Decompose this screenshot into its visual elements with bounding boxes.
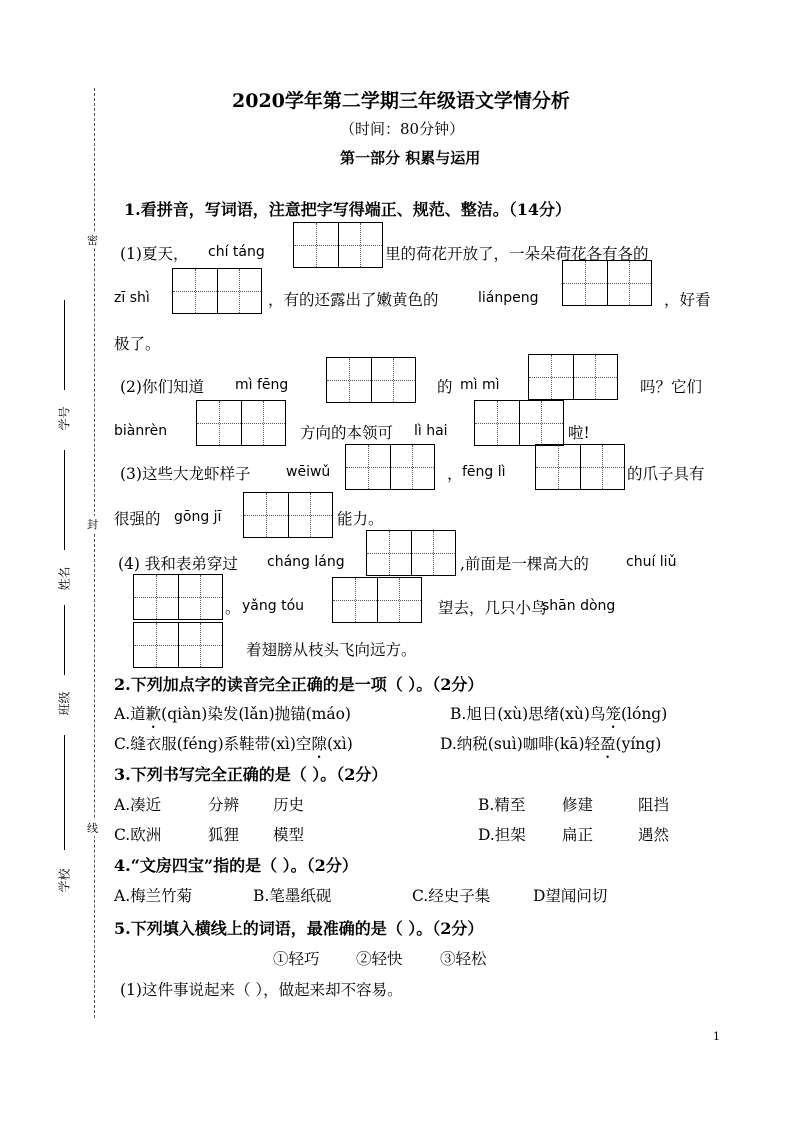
q2-heading: 2.下列加点字的读音完全正确的是一项（ ）。（2分） (114, 675, 484, 694)
q2-a-text: A.道 (114, 705, 146, 723)
q5-option-2: ②轻快 (356, 950, 403, 968)
pinyin-mimi: mì mì (460, 377, 500, 393)
pinyin-bianren: biànrèn (114, 423, 168, 439)
q4-option-d[interactable]: D望闻问切 (533, 887, 608, 905)
part-title: 第一部分 积累与运用 (340, 149, 481, 167)
class-label: 班级 (57, 691, 72, 716)
q4-option-a[interactable]: A.梅兰竹菊 (114, 887, 193, 905)
q2-d-text: (yíng) (615, 735, 662, 753)
q4-option-b[interactable]: B.笔墨纸砚 (253, 887, 332, 905)
pinyin-shandong: shān dòng (542, 598, 616, 614)
seal-char-xian: 线 (87, 822, 98, 835)
pinyin-chitang: chí táng (208, 244, 265, 260)
exam-time: （时间：80分钟） (340, 120, 465, 138)
student-id-line (64, 300, 65, 390)
q1-text: (1)夏天， (120, 245, 189, 263)
seal-dashed-line (94, 88, 95, 1018)
q2-b-text: (lóng) (620, 705, 668, 723)
q2-a-dotted: 歉 (145, 705, 162, 723)
name-label: 姓名 (57, 566, 72, 591)
q5-option-3: ③轻松 (440, 950, 487, 968)
q2-option-c[interactable] (114, 732, 353, 762)
q1-text: 着翅膀从枝头飞向远方。 (246, 641, 417, 659)
writing-grid-zishi[interactable] (172, 268, 262, 314)
q1-text: 很强的 (114, 510, 161, 528)
pinyin-changlang: cháng láng (267, 554, 345, 570)
q1-text: ，好看 (664, 291, 711, 309)
q3-option-a[interactable]: A.凑近 (114, 796, 162, 814)
q1-text: 。 (225, 599, 241, 617)
pinyin-weiwu: wēiwǔ (286, 464, 331, 480)
q1-text: (2)你们知道 (120, 378, 204, 396)
q4-option-c[interactable]: C.经史子集 (412, 887, 491, 905)
q1-text: 里的荷花开放了，一朵朵荷花各有各的 (385, 245, 649, 263)
school-label: 学校 (57, 868, 72, 893)
page-title: 2020学年第二学期三年级语文学情分析 (232, 90, 570, 112)
q1-text: 的 (437, 378, 453, 396)
writing-grid-shandong[interactable] (133, 622, 223, 668)
pinyin-chuiliu: chuí liǔ (626, 554, 677, 570)
q3-a-word: 分辨 (208, 796, 240, 814)
q3-d-word: 扁正 (562, 826, 594, 844)
q2-b-text: B.旭日(xù)思绪(xù)鸟 (450, 705, 606, 723)
writing-grid-yangtou[interactable] (332, 577, 422, 623)
q5-heading: 5.下列填入横线上的词语，最准确的是（ ）。（2分） (114, 919, 484, 938)
q5-option-1: ①轻巧 (273, 950, 320, 968)
writing-grid-mifeng[interactable] (326, 357, 416, 403)
writing-grid-weiwu[interactable] (345, 444, 435, 490)
pinyin-yangtou: yǎng tóu (242, 598, 305, 614)
q5-sentence-1: (1)这件事说起来（ ），做起来却不容易。 (120, 981, 403, 999)
q2-c-text: (xì) (326, 735, 353, 753)
writing-grid-gongji[interactable] (243, 492, 333, 538)
q2-c-text: C.缝衣服(féng)系鞋带(xì)空 (114, 735, 312, 753)
q1-text: 啦! (568, 424, 590, 442)
student-id-label: 学号 (57, 406, 72, 431)
q1-text: (3)这些大龙虾样子 (120, 465, 251, 483)
class-line (64, 605, 65, 675)
q3-heading: 3.下列书写完全正确的是（ ）。（2分） (114, 765, 388, 784)
writing-grid-fengli[interactable] (535, 444, 625, 490)
q2-d-dotted: 盈 (600, 735, 616, 753)
q2-b-dotted: 笼 (605, 705, 621, 723)
q3-b-word: 阻挡 (638, 796, 670, 814)
q2-a-text: (qiàn)染发(lǎn)抛锚(máo) (161, 705, 351, 723)
q1-heading: 1.看拼音，写词语，注意把字写得端正、规范、整洁。（14分） (124, 200, 571, 219)
q1-text: 的爪子具有 (627, 465, 705, 483)
q1-text: 望去，几只小鸟 (438, 599, 547, 617)
q1-text: (4) 我和表弟穿过 (118, 555, 238, 573)
q2-option-b[interactable] (450, 702, 667, 732)
writing-grid-chuiliu[interactable] (133, 574, 223, 620)
q1-text: ， (447, 465, 463, 483)
writing-grid-bianren[interactable] (196, 400, 286, 446)
school-line (64, 735, 65, 850)
writing-grid-lianpeng[interactable] (562, 260, 652, 306)
q3-option-c[interactable]: C.欧洲 (114, 826, 162, 844)
q3-option-d[interactable]: D.担架 (478, 826, 526, 844)
writing-grid-mimi[interactable] (528, 354, 618, 400)
page-number: 1 (713, 1030, 720, 1043)
q1-text: 吗？它们 (640, 378, 703, 396)
q1-text: 能力。 (337, 510, 384, 528)
q3-c-word: 模型 (273, 826, 305, 844)
q4-heading: 4.“文房四宝”指的是（ ）。（2分） (114, 856, 358, 875)
writing-grid-chitang[interactable] (293, 222, 383, 268)
q3-c-word: 狐狸 (208, 826, 240, 844)
q1-text: ，有的还露出了嫩黄色的 (268, 291, 439, 309)
name-line (64, 450, 65, 550)
q1-text: 极了。 (114, 335, 161, 353)
pinyin-mifeng: mì fēng (235, 377, 289, 393)
seal-char-feng: 封 (87, 518, 98, 531)
pinyin-gongji: gōng jī (174, 509, 222, 525)
q2-option-a[interactable] (114, 702, 351, 732)
pinyin-lianpeng: liánpeng (478, 290, 539, 306)
seal-char-mi: 密 (87, 234, 98, 247)
q1-text: 方向的本领可 (300, 424, 394, 442)
writing-grid-lihai[interactable] (474, 400, 564, 446)
q3-option-b[interactable]: B.精至 (478, 796, 526, 814)
q2-d-text: D.纳税(suì)咖啡(kā)轻 (440, 735, 601, 753)
q3-a-word: 历史 (273, 796, 305, 814)
q2-option-d[interactable] (440, 732, 661, 762)
q3-b-word: 修建 (562, 796, 594, 814)
q1-text: ,前面是一棵高大的 (460, 555, 589, 573)
pinyin-lihai: lì hai (414, 423, 448, 439)
writing-grid-changlang[interactable] (366, 530, 456, 576)
pinyin-fengli: fēng lì (462, 464, 506, 480)
pinyin-zishi: zī shì (114, 290, 150, 306)
q2-c-dotted: 隙 (311, 735, 327, 753)
q3-d-word: 遇然 (638, 826, 670, 844)
